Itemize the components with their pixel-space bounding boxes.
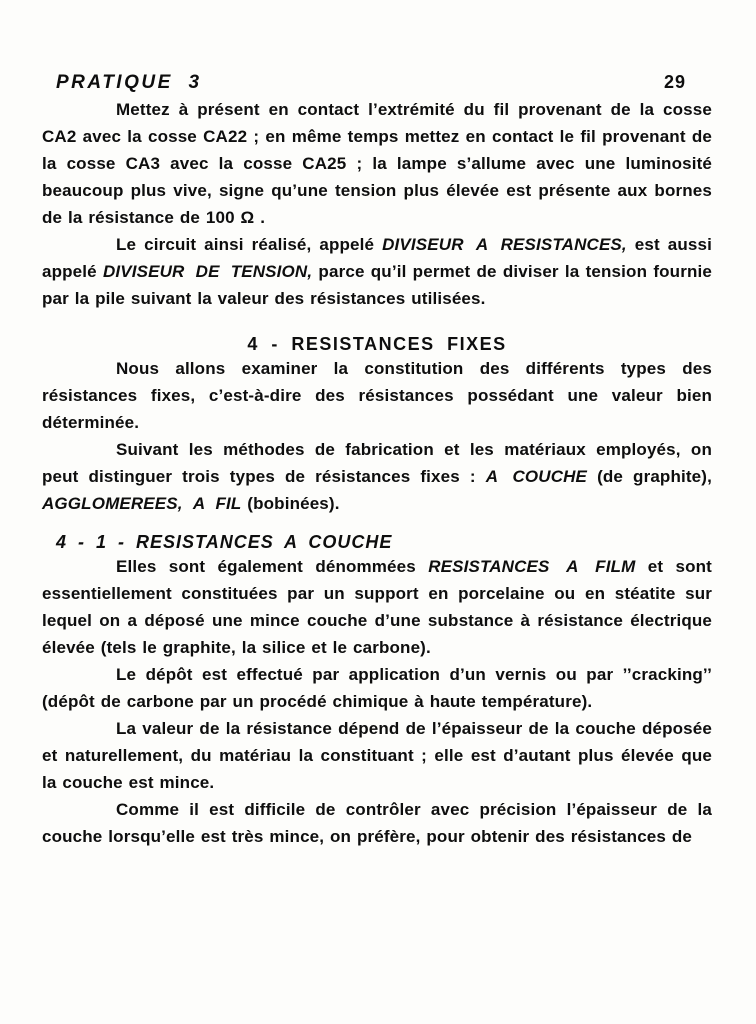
paragraph-examiner-constitution: Nous allons examiner la constitution des différents types des résistances fixes, c’est-à-dire des résistances possédant une valeur bien déterminée. bbox=[42, 359, 712, 432]
section-heading-resistances-fixes: 4 - RESISTANCES FIXES bbox=[247, 334, 507, 354]
running-title: PRATIQUE 3 bbox=[56, 72, 202, 93]
paragraph-controle-epaisseur: Comme il est difficile de contrôler avec précision l’épaisseur de la couche lorsqu’elle est très mince, on préfère, pour obtenir des résistances de bbox=[42, 800, 712, 846]
page-number: 29 bbox=[663, 72, 686, 92]
paragraph-trois-types: Suivant les méthodes de fabrication et les matériaux employés, on peut distinguer trois types de résistances fixes : A COUCHE (de graphite), AGGLOMEREES, A FIL (bobinées). bbox=[42, 440, 712, 513]
paragraph-valeur-epaisseur: La valeur de la résistance dépend de l’épaisseur de la couche déposée et naturellement, du matériau la constituant ; elle est d’autant plus élevée que la couche est mince. bbox=[42, 719, 712, 792]
paragraph-resistances-a-film: Elles sont également dénommées RESISTANCES A FILM et sont essentiellement constituées par un support en porcelaine ou en stéatite sur lequel on a déposé une mince couche d’une substance à résistance électrique élevée (tels le graphite, la silice et le carbone). bbox=[42, 557, 712, 657]
paragraph-diviseur-tension: Le circuit ainsi réalisé, appelé DIVISEUR A RESISTANCES, est aussi appelé DIVISEUR DE TENSION, parce qu’il permet de diviser la tension fournie par la pile suivant la valeur des résistances utilisées. bbox=[42, 235, 712, 308]
page-header bbox=[42, 72, 712, 96]
text-column bbox=[42, 0, 712, 850]
paragraph-contact-cosses: Mettez à présent en contact l’extrémité du fil provenant de la cosse CA2 avec la cosse CA22 ; en même temps mettez en contact le fil provenant de la cosse CA3 avec la cosse CA25 ; la lampe s’allume avec une luminosité beaucoup plus vive, signe qu’une tension plus élevée est présente aux bornes de la résistance de 100 Ω . bbox=[42, 100, 712, 227]
paragraph-depot-cracking: Le dépôt est effectué par application d’un vernis ou par ’’cracking’’ (dépôt de carbone par un procédé chimique à haute température). bbox=[42, 665, 712, 711]
subsection-heading-resistances-a-couche: 4 - 1 - RESISTANCES A COUCHE bbox=[56, 532, 393, 552]
